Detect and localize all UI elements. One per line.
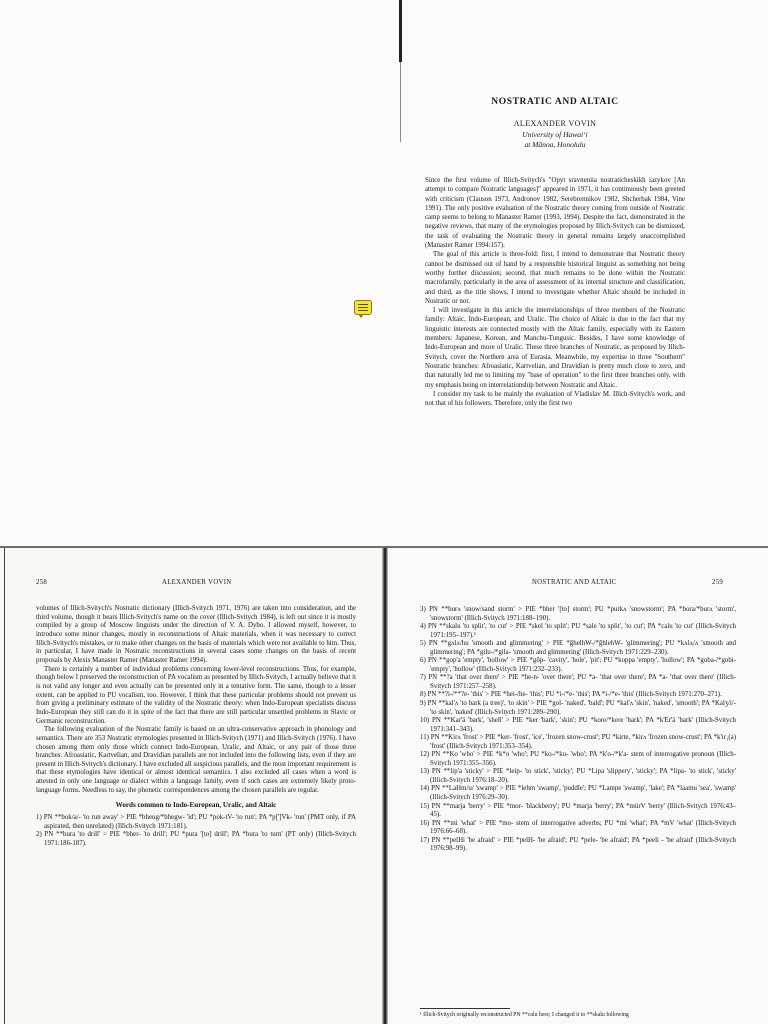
etymology-entry: 13) PN **lip'a 'sticky' > PIE *leip- 'to stick', 'sticky'; PU *Lipa 'slippery', 'sticky'; PA *lipa- 'to stick', 'sticky' (Illich-Svitych 1976:18–20).: [420, 768, 736, 784]
etymology-entry: 16) PN **mi 'what' > PIE *mo- stem of interrogative adverbs; PU *mi 'what'; PA *mV 'what' (Illich-Svitych 1976:66–68).: [420, 819, 736, 836]
intro-paragraph-1: Since the first volume of Illich-Svitych's "Opyt sravneniia nostraticheskikh iazykov [An attempt to compare Nostratic languages]" appeared in 1971, it has continuously been greeted with criticism (Clauson 1973, Andronov 1982, Serebrennikov 1982, Shcherbak 1984, Vine 1991). The only positive evaluation of the Nostratic theory coming from outside of Nostratic camp seems to belong to Manaster Ramer (1993, 1994). Despite the fact, demonstrated in the negative reviews, that many of the etymologies proposed by Illich-Svitych can be dismissed, the task of evaluating the Nostratic theory in general remains largely unaccomplished (Manaster Ramer 1994:157).: [425, 177, 685, 250]
intro-body: [425, 176, 685, 408]
left-paragraph-2: There is certainly a number of individual problems concerning lower-level reconstructions. Thus, for example, though below I preserved the reconstruction of PA vocalism as presented by Illich-Svitych, I actually believe that it is not valid any longer and even actually can be presented only in a tentative form. The same, though to a lesser extent, can be applied to PU vocalism, too. However, I think that these particular problems should not prevent us from giving a preliminary estimate of the validity of the Nostratic theory: when Indo-European specialists discuss Indo-European they still can do it in spite of the fact that there are still particular unsettled problems in Slavic or Germanic reconstruction.: [36, 665, 356, 725]
etymology-entry: 4) PN **skalu 'to split', 'to cut' > PIE *skel 'to split'; PU *sale 'to split', 'to cut'; PA *calu 'to cut' (Illich-Svitych 1971:195–197).¹: [420, 623, 736, 639]
left-paragraph-3: The following evaluation of the Nostratic family is based on an ultra-conservative approach in phonology and semantics. There are 353 Nostratic etymologies presented in Illich-Svitych (1971) and Illich-Svitych (1976). I have chosen among them only those which connect Indo-European, Uralic, and Altaic, or any pair of those three branches. Afroasiatic, Kartvelian, and Dravidian parallels are not included into the following lists, even if they are present in Illich-Svitych's dictionary. I have excluded all suspicious parallels, and the most important requirement is that these etymologies have identical or almost identical semantics. I also excluded all cases when a word is attested in only one language or dialect within a language family, even if such cases are extremely likely proto-language forms. Needless to say, the phonetic correspondences among the chosen parallels are regular.: [36, 726, 356, 794]
affiliation-line-1: University of Hawai‘i: [522, 130, 588, 139]
etymology-entry: 14) PN **LaHm/u/ 'swamp' > PIE *lehm 'swamp', 'puddle'; PU *Lampe 'swamp', 'lake'; PA *laamu 'sea', 'swamp' (Illich-Svitych 1976:29–30).: [420, 785, 736, 802]
etymology-entry: 5) PN **gʌlʌ/hu 'smooth and glimmering' > PIE *ĝhelhW-/*ĝhlehW- 'glimmering'; PU *kʌlʌ/ʌ 'smooth and glimmering'; PA *gilu-/*gila- 'smooth and glimmering' (Illich-Svitych 1971:229–230).: [420, 640, 736, 656]
etymology-entry: 11) PN **Kirʌ 'frost' > PIE *ker- 'frost', 'ice', 'frozen snow-crust'; PU *kirte, *kirʌ 'frozen snow-crust'; PA *k'ir₁(a) 'frost' (Illich-Svitych 1971:353–354).: [420, 734, 736, 750]
etymology-entry: 12) PN **Ko 'who' > PIE *k*o 'who'; PU *ko-/*ku- 'who'; PA *k'o-/*k'a- stem of interrogative pronoun (Illich-Svitych 1971:355–356).: [420, 751, 736, 767]
intro-paragraph-4: I consider my task to be mainly the evaluation of Vladislav M. Illich-Svitych's work, and not that of his followers. Therefore, only the first two: [425, 390, 685, 408]
section-heading: Words common to Indo-European, Uralic, and Altaic: [115, 801, 277, 810]
etymology-entry: 2) PN **bura 'to drill' > PIE *bher- 'to drill'; PU *pura '[to] drill'; PA *bura 'to turn' (PT only) (Illich-Svitych 1971:186-187).: [36, 831, 356, 848]
etymology-entry: 6) PN **gop'a 'empty', 'hollow' > PIE *gŏp- 'cavity', 'hole', 'pit'; PU *koppa 'empty', 'hollow'; PA *goba-/*gobi- 'empty', 'hollow' (Illich-Svitych 1971:232–233).: [420, 657, 736, 673]
page-number-left: 258: [36, 579, 48, 586]
running-head-left: ALEXANDER VOVIN: [162, 579, 232, 586]
page-edge-mark-faint: [400, 62, 401, 142]
comment-note-icon[interactable]: [354, 300, 372, 315]
intro-paragraph-3: I will investigate in this article the interrelationships of three members of the Nostratic family: Altaic, Indo-European, and Uralic. The choice of Altaic is due to the fact that my linguistic interests are connected mostly with the Altaic family, especially with its Eastern members: Japanese, Korean, and Manchu-Tungusic. Besides, I have some knowledge of Indo-European and more of Uralic. These three branches of Nostratic, as proposed by Illich-Svitych, cover the Northern area of Eurasia. Meanwhile, my expertise in three "Southern" Nostratic branches: Afroasiatic, Kartvelian, and Dravidian is pretty much close to zero, and that naturally led me to limiting my "base of operation" to the first three branches only, with my emphasis being on interrelationship between Nostratic and Altaic.: [425, 307, 685, 389]
etymology-entry: 1) PN **bok/a/- 'to run away' > PIE *bheug/*bhegw- 'id'; PU *pok-tV- 'to run'; PA *p[']Vk- 'run' (PMT only, if PA aspirated, then unrelated) (Illich-Svitych 1971:181).: [36, 814, 356, 830]
etymology-entry: 7) PN **?a 'that over there' > PIE *he-n- 'over there'; PU *a- 'that over there'; PA *a- 'that over there' (Illich-Svitych 1971:257–258).: [420, 674, 736, 690]
author-affiliation: [430, 130, 680, 150]
right-page-body: [420, 606, 736, 854]
page-edge-mark: [399, 0, 402, 62]
author-name: ALEXANDER VOVIN: [513, 119, 597, 128]
footnote: ¹ Illich-Svitych originally reconstructed PN **calu here; I changed it to **skalu following: [420, 1012, 629, 1018]
page-edge-line: [4, 548, 5, 1024]
left-paragraph-1: volumes of Illich-Svitych's Nostratic dictionary (Illich-Svitych 1971, 1976) are taken into consideration, and the third volume, though it bears Illich-Svitych's name on the cover (Illich-Svitych 1984), is left out since it is mostly compiled by a group of Moscow linguists under the direction of V. A. Dybo. I allowed myself, however, to introduce some minor changes, mostly in reconstructions of Altaic materials, when it was necessary to correct Illich-Svitych's mistakes, or to make other changes on the basis of materials which were not available to him. Thus, in particular, I have made in Nostratic reconstructions in several cases some changes on the basis of recent proposals by Alexis Manaster Ramer (Manaster Ramer 1994).: [36, 605, 356, 664]
etymology-entry: 3) PN **burʌ 'snow/sand storm' > PIE *bher '[to] storm'; PU *purkʌ 'snowstorm'; PA *bora/*burʌ 'storm', 'snowstorm' (Illich-Svitych 1971:188–190).: [420, 606, 736, 622]
etymology-entry: 8) PN **?i-/**?e- 'this' > PIE *hei-/he- 'this'; PU *i-/*e- 'this'; PA *i-/*e- 'this' (Illich-Svitych 1971:270–271).: [420, 691, 722, 699]
affiliation-line-2: at Mānoa, Honolulu: [524, 140, 586, 149]
book-gutter: [382, 548, 388, 1024]
intro-paragraph-2: The goal of this article is three-fold: first, I intend to demonstrate that Nostratic theory cannot be dismissed out of hand by a responsible historical linguist as something not being worthy further discussion; second, that much remains to be done within the Nostratic macrofamily, particularly in the area of assessment of its internal structure and classification, and third, as the title shows, I intend to investigate whether Altaic should be included in Nostratic or not.: [425, 251, 685, 305]
running-head-right: NOSTRATIC AND ALTAIC: [532, 579, 617, 586]
etymology-entry: 10) PN **Kar'ä 'bark', 'shell' > PIE *ker 'bark', 'skin'; PU *kore/*kere 'bark'; PA *k'Er'ä 'bark' (Illich-Svitych 1971:341–343).: [420, 717, 736, 733]
article-title: NOSTRATIC AND ALTAIC: [491, 97, 619, 107]
etymology-entry: 17) PN **pelHi 'be afraid' > PIE *pelH- 'be afraid'; PU *pele- 'be afraid'; PA *peeli - 'be afraid' (Illich-Svitych 1976:98–99).: [420, 836, 736, 853]
page-number-right: 259: [712, 579, 724, 586]
footnote-rule: [420, 1008, 510, 1009]
etymology-entry: 15) PN **marja 'berry' > PIE *mor- 'blackberry'; PU *marja 'berry'; PA *mürV 'berry' (Illich-Svitych 1976:43–45).: [420, 802, 736, 819]
left-page-body: [36, 605, 356, 849]
etymology-entry: 9) PN **kal'ʌ 'to bark (a tree)', 'to skin' > PIE *gol- 'naked', 'bald'; PU *kal'ʌ 'skin', 'naked', 'smooth'; PA *Kalʒ/i/- 'to skin', 'naked' (Illich-Svitych 1971:289–290).: [420, 700, 736, 716]
